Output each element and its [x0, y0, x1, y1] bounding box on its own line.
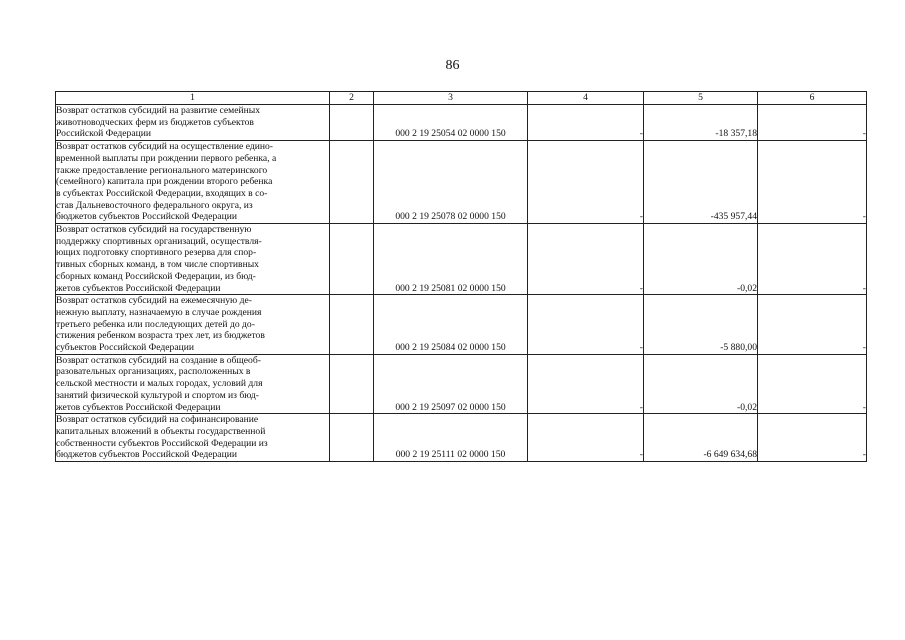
row-col5: -18 357,18: [644, 105, 758, 141]
row-col2: [330, 354, 374, 414]
row-name: [56, 295, 330, 355]
row-name-line: нежную выплату, назначаемую в случае рождения: [56, 306, 262, 318]
row-name-line: занятий физической культурой и спортом из бюд-: [56, 389, 259, 401]
row-col5: -435 957,44: [644, 141, 758, 224]
row-col4: -: [528, 224, 644, 295]
column-number-row: [56, 92, 867, 105]
row-name-line: Возврат остатков субсидий на государственную: [56, 224, 252, 236]
row-col2: [330, 105, 374, 141]
table-row: [56, 224, 867, 295]
row-name-line: Возврат остатков субсидий на осуществление едино-: [56, 141, 273, 153]
row-name-line: субъектов Российской Федерации: [56, 342, 194, 354]
row-name-line: жетов субъектов Российской Федерации: [56, 282, 221, 294]
row-code: 000 2 19 25084 02 0000 150: [374, 295, 528, 355]
row-name-line: Возврат остатков субсидий на развитие семейных: [56, 105, 260, 116]
row-col5: -5 880,00: [644, 295, 758, 355]
row-col4: -: [528, 354, 644, 414]
budget-table: [55, 91, 867, 462]
row-name-line: ющих подготовку спортивного резерва для спор-: [56, 247, 257, 259]
row-name-line: жетов субъектов Российской Федерации: [56, 401, 221, 413]
row-col2: [330, 295, 374, 355]
column-header-5: 5: [644, 92, 758, 105]
row-col2: [330, 224, 374, 295]
row-col4: -: [528, 295, 644, 355]
row-name-line: в субъектах Российской Федерации, входящих в со-: [56, 187, 268, 199]
row-name-line: Возврат остатков субсидий на ежемесячную де-: [56, 295, 252, 307]
row-name-line: Возврат остатков субсидий на софинансирование: [56, 414, 259, 426]
row-code: 000 2 19 25081 02 0000 150: [374, 224, 528, 295]
row-col6: -: [758, 224, 867, 295]
column-header-4: 4: [528, 92, 644, 105]
table-row: [56, 414, 867, 462]
table-row: [56, 354, 867, 414]
row-name: [56, 141, 330, 224]
row-name-line: стижения ребенком возраста трех лет, из бюджетов: [56, 330, 265, 342]
row-col5: -6 649 634,68: [644, 414, 758, 462]
row-col5: -0,02: [644, 354, 758, 414]
column-header-6: 6: [758, 92, 867, 105]
row-name-line: временной выплаты при рождении первого ребенка, а: [56, 152, 277, 164]
row-name-line: (семейного) капитала при рождении второго ребенка: [56, 176, 273, 188]
row-col2: [330, 414, 374, 462]
row-name: [56, 414, 330, 462]
row-name-line: также предоставление регионального материнского: [56, 164, 268, 176]
row-name-line: тивных сборных команд, в том числе спортивных: [56, 259, 259, 271]
row-col6: -: [758, 295, 867, 355]
row-name-line: разовательных организациях, расположенных в: [56, 366, 251, 378]
row-col4: -: [528, 414, 644, 462]
row-col4: -: [528, 141, 644, 224]
row-col6: -: [758, 414, 867, 462]
row-col6: -: [758, 105, 867, 141]
row-col5: -0,02: [644, 224, 758, 295]
row-name: [56, 105, 330, 141]
table-row: [56, 141, 867, 224]
row-name: [56, 354, 330, 414]
row-col6: -: [758, 354, 867, 414]
table-body: [56, 105, 867, 462]
row-code: 000 2 19 25054 02 0000 150: [374, 105, 528, 141]
row-col4: -: [528, 105, 644, 141]
row-code: 000 2 19 25111 02 0000 150: [374, 414, 528, 462]
row-name: [56, 224, 330, 295]
table-row: [56, 295, 867, 355]
row-col6: -: [758, 141, 867, 224]
row-name-line: сборных команд Российской Федерации, из бюд-: [56, 270, 256, 282]
row-name-line: поддержку спортивных организаций, осуществля-: [56, 235, 262, 247]
column-header-2: 2: [330, 92, 374, 105]
row-name-line: став Дальневосточного федерального округа, из: [56, 199, 253, 211]
row-col2: [330, 141, 374, 224]
row-name-line: бюджетов субъектов Российской Федерации: [56, 211, 237, 223]
row-name-line: Российской Федерации: [56, 128, 151, 140]
column-header-1: 1: [56, 92, 330, 105]
row-name-line: животноводческих ферм из бюджетов субъектов: [56, 116, 254, 128]
row-name-line: сельской местности и малых городах, условий для: [56, 378, 263, 390]
row-name-line: третьего ребенка или последующих детей до до-: [56, 318, 255, 330]
row-code: 000 2 19 25078 02 0000 150: [374, 141, 528, 224]
row-name-line: бюджетов субъектов Российской Федерации: [56, 449, 237, 461]
page-number: 86: [445, 58, 460, 73]
row-code: 000 2 19 25097 02 0000 150: [374, 354, 528, 414]
row-name-line: собственности субъектов Российской Федерации из: [56, 437, 268, 449]
table-row: [56, 105, 867, 141]
column-header-3: 3: [374, 92, 528, 105]
row-name-line: Возврат остатков субсидий на создание в общеоб-: [56, 354, 261, 366]
row-name-line: капитальных вложений в объекты государственной: [56, 425, 266, 437]
